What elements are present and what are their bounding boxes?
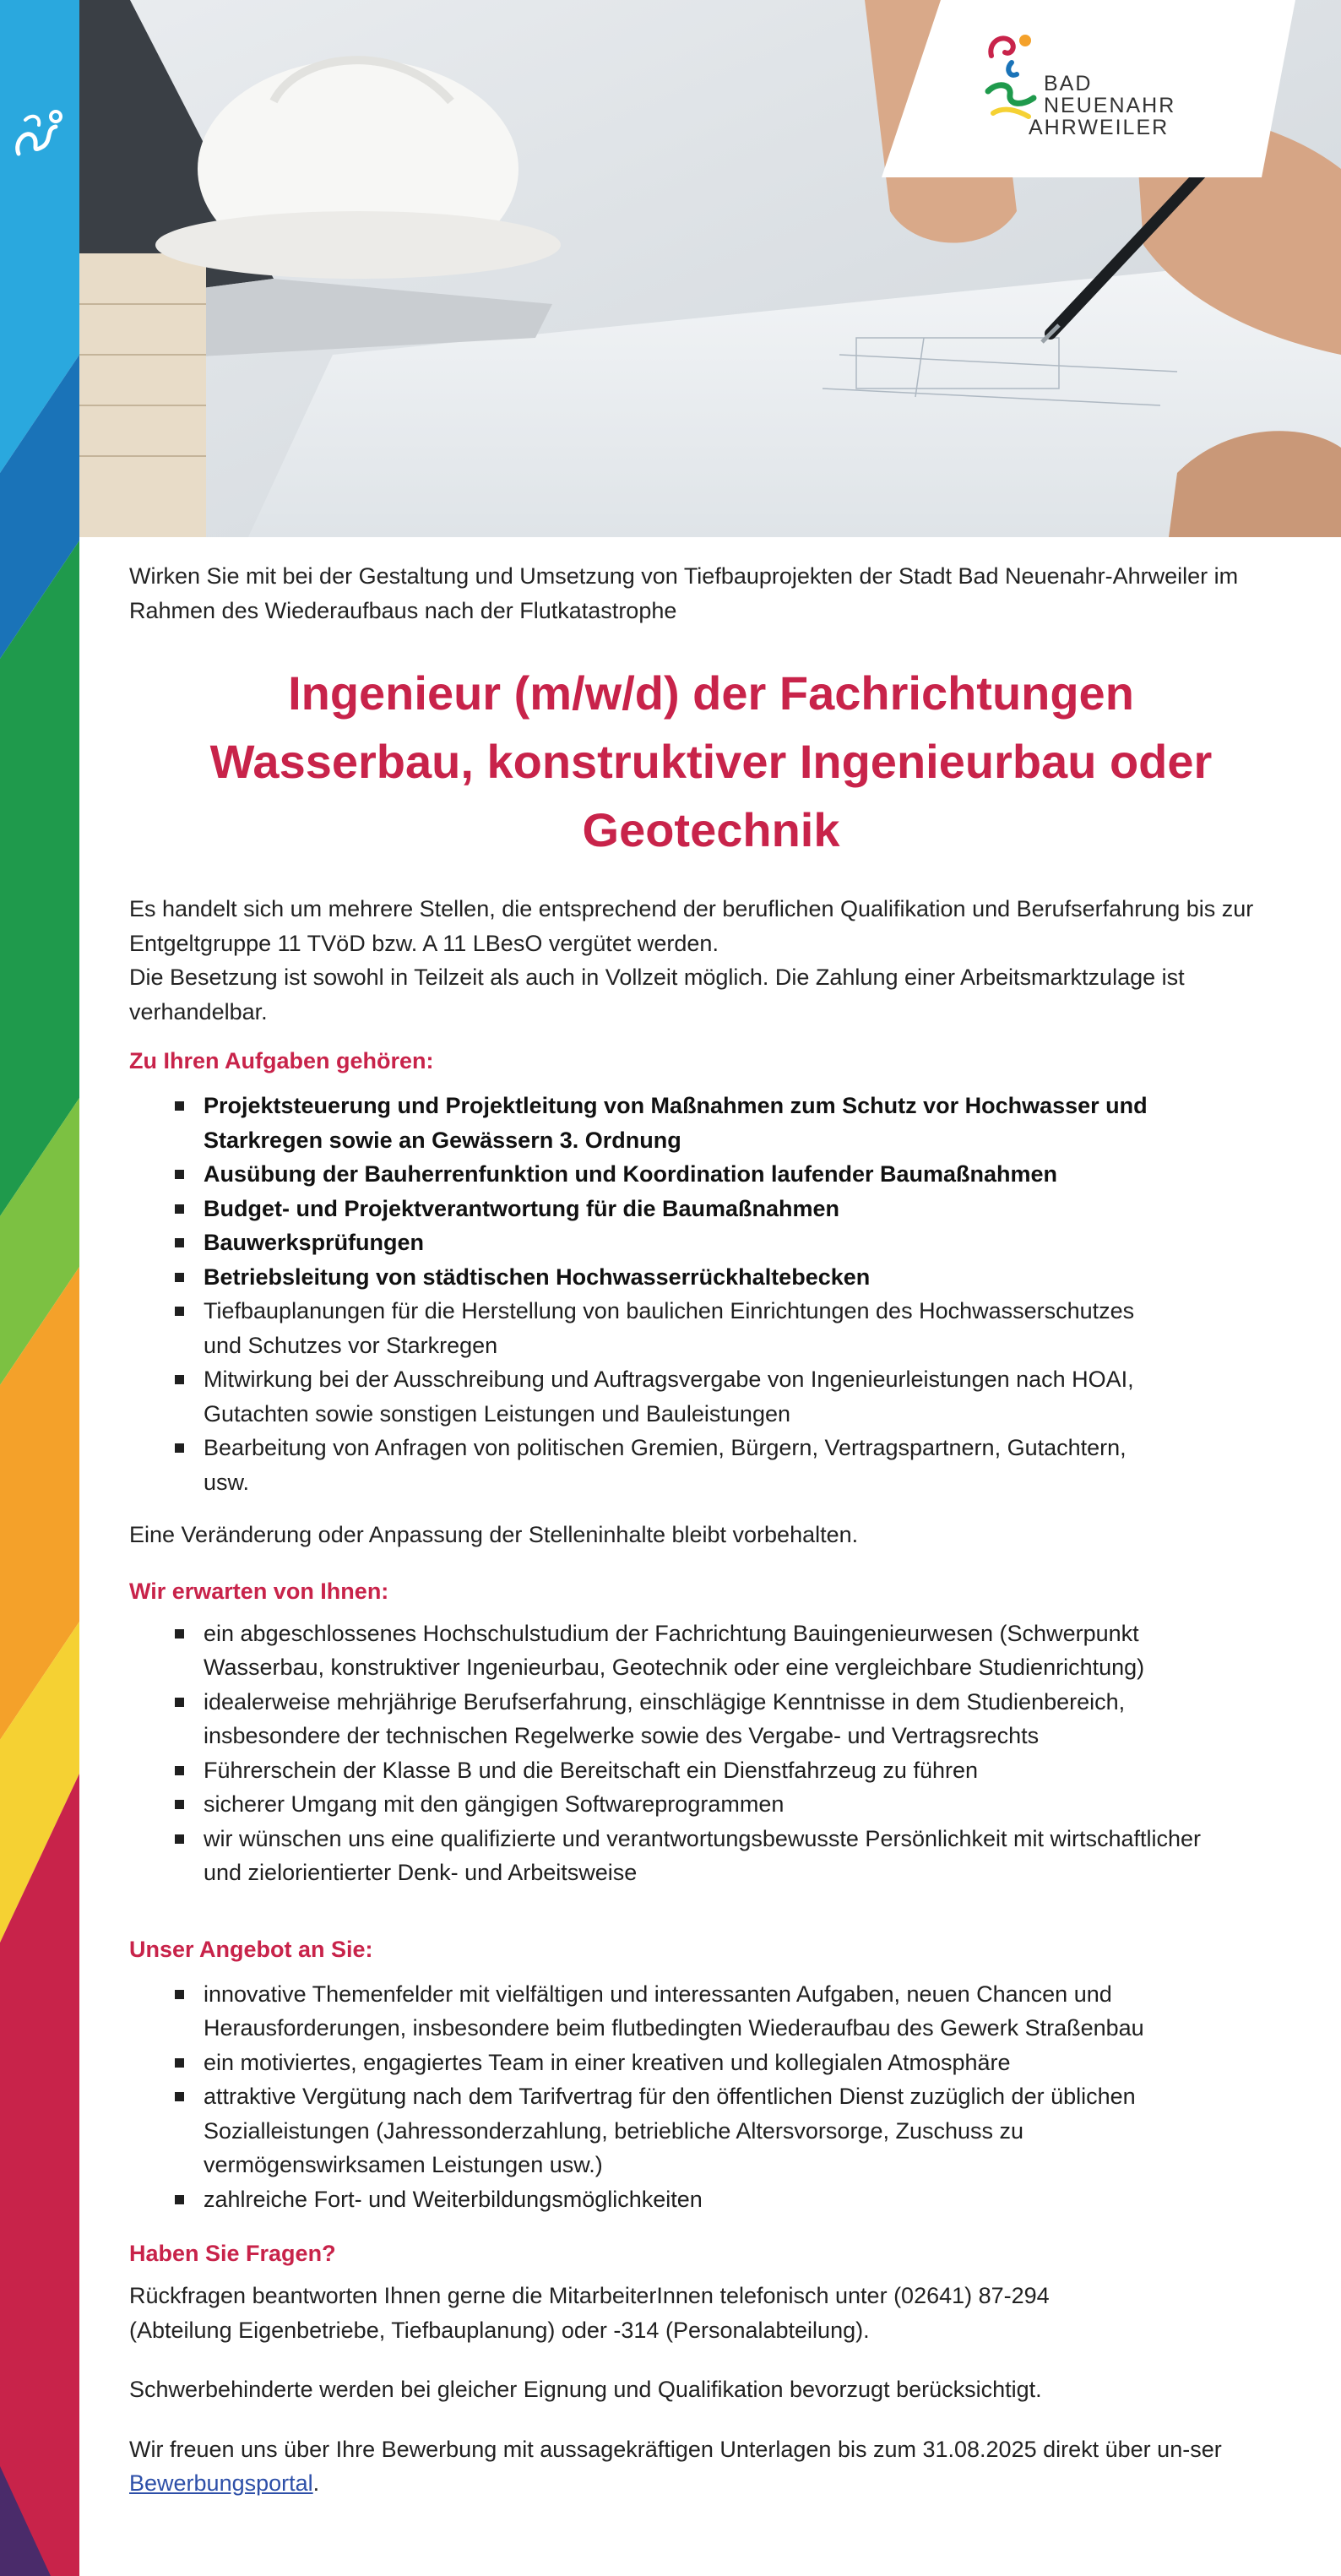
job-title: Ingenieur (m/w/d) der Fachrichtungen Wasserbau, konstruktiver Ingenieurbau oder Geotechnik — [209, 666, 1213, 856]
list-item: Tiefbauplanungen für die Herstellung von baulichen Einrichtungen des Hochwasserschutzes und Schutzes vor Starkregen — [204, 1294, 1166, 1362]
list-item: ein abgeschlossenes Hochschulstudium der Fachrichtung Bauingenieurwesen (Schwerpunkt Wasserbau, konstruktiver Ingenieurbau, Geotechnik oder eine vergleichbare Studienrichtung) — [204, 1617, 1225, 1685]
description-paragraph-1: Es handelt sich um mehrere Stellen, die entsprechend der beruflichen Qualifikation und Berufserfahrung bis zur Entgeltgruppe 11 TVöD bzw. A 11 LBesO vergütet werden. — [129, 896, 1254, 956]
list-item: attraktive Vergütung nach dem Tarifvertrag für den öffentlichen Dienst zuzüglich der üblichen Sozialleistungen (Jahressonderzahlung, betriebliche Altersvorsorge, Zuschuss zu vermögenswirksamen Leistungen usw.) — [204, 2079, 1242, 2182]
requirements-list — [129, 1617, 1293, 1890]
questions-heading: Haben Sie Fragen? — [129, 2241, 336, 2266]
list-item: Bearbeitung von Anfragen von politischen Gremien, Bürgern, Vertragspartnern, Gutachtern, usw. — [204, 1431, 1166, 1499]
tasks-list — [129, 1089, 1293, 1499]
application-portal-link[interactable]: Bewerbungsportal — [129, 2470, 313, 2496]
side-color-stripe — [0, 0, 79, 2576]
apply-text — [129, 2432, 1293, 2501]
list-item: wir wünschen uns eine qualifizierte und verantwortungsbewusste Persönlichkeit mit wirtschaftlicher und zielorientierter Denk- und Arbeitsweise — [204, 1822, 1225, 1890]
offer-list — [129, 1977, 1293, 2217]
brand-line-3: AHRWEILER — [1029, 116, 1170, 139]
contact-text: Rückfragen beantworten Ihnen gerne die MitarbeiterInnen telefonisch unter (02641) 87-294 (Abteilung Eigenbetriebe, Tiefbauplanung) oder -314 (Personalabteilung). — [129, 2283, 1050, 2343]
apply-prefix: Wir freuen uns über Ihre Bewerbung mit aussagekräftigen Unterlagen bis zum 31.08.2025 direkt über un-ser — [129, 2436, 1222, 2462]
list-item: ein motiviertes, engagiertes Team in einer kreativen und kollegialen Atmosphäre — [204, 2046, 1242, 2080]
list-item: Führerschein der Klasse B und die Bereitschaft ein Dienstfahrzeug zu führen — [204, 1753, 1225, 1788]
list-item: Mitwirkung bei der Ausschreibung und Auftragsvergabe von Ingenieurleistungen nach HOAI, Gutachten sowie sonstigen Leistungen und Bauleistungen — [204, 1362, 1166, 1431]
description-paragraph-2: Die Besetzung ist sowohl in Teilzeit als auch in Vollzeit möglich. Die Zahlung einer Arbeitsmarktzulage ist verhandelbar. — [129, 965, 1185, 1024]
list-item: innovative Themenfelder mit vielfältigen und interessanten Aufgaben, neuen Chancen und Herausforderungen, insbesondere beim flutbedingten Wiederaufbau des Gewerk Straßenbau — [204, 1977, 1242, 2046]
intro-text: Wirken Sie mit bei der Gestaltung und Umsetzung von Tiefbauprojekten der Stadt Bad Neuenahr-Ahrweiler im Rahmen des Wiederaufbaus nach der Flutkatastrophe — [129, 563, 1239, 623]
disability-note: Schwerbehinderte werden bei gleicher Eignung und Qualifikation bevorzugt berücksichtigt. — [129, 2377, 1042, 2402]
list-item: sicherer Umgang mit den gängigen Softwareprogrammen — [204, 1787, 1225, 1822]
list-item: Budget- und Projektverantwortung für die Baumaßnahmen — [204, 1192, 1166, 1226]
brand-line-2: NEUENAHR — [1044, 94, 1176, 117]
list-item: Ausübung der Bauherrenfunktion und Koordination laufender Baumaßnahmen — [204, 1157, 1166, 1192]
list-item: Betriebsleitung von städtischen Hochwasserrückhaltebecken — [204, 1260, 1166, 1295]
brand-line-1: BAD — [1044, 72, 1093, 95]
apply-suffix: . — [312, 2470, 320, 2496]
requirements-heading: Wir erwarten von Ihnen: — [129, 1578, 389, 1604]
tasks-note: Eine Veränderung oder Anpassung der Stelleninhalte bleibt vorbehalten. — [129, 1522, 859, 1547]
list-item: Bauwerksprüfungen — [204, 1226, 1166, 1260]
list-item: Projektsteuerung und Projektleitung von Maßnahmen zum Schutz vor Hochwasser und Starkregen sowie an Gewässern 3. Ordnung — [204, 1089, 1166, 1157]
stripe-emblem-icon — [8, 95, 68, 171]
job-posting-content — [129, 559, 1293, 2501]
list-item: zahlreiche Fort- und Weiterbildungsmöglichkeiten — [204, 2182, 1242, 2217]
brand-logo-text — [1003, 73, 1175, 139]
stripe-graphic — [0, 0, 79, 2576]
offer-heading: Unser Angebot an Sie: — [129, 1936, 373, 1962]
tasks-heading: Zu Ihren Aufgaben gehören: — [129, 1048, 434, 1073]
list-item: idealerweise mehrjährige Berufserfahrung, einschlägige Kenntnisse in dem Studienbereich, insbesondere der technischen Regelwerke sowie des Vergabe- und Vertragsrechts — [204, 1685, 1225, 1753]
